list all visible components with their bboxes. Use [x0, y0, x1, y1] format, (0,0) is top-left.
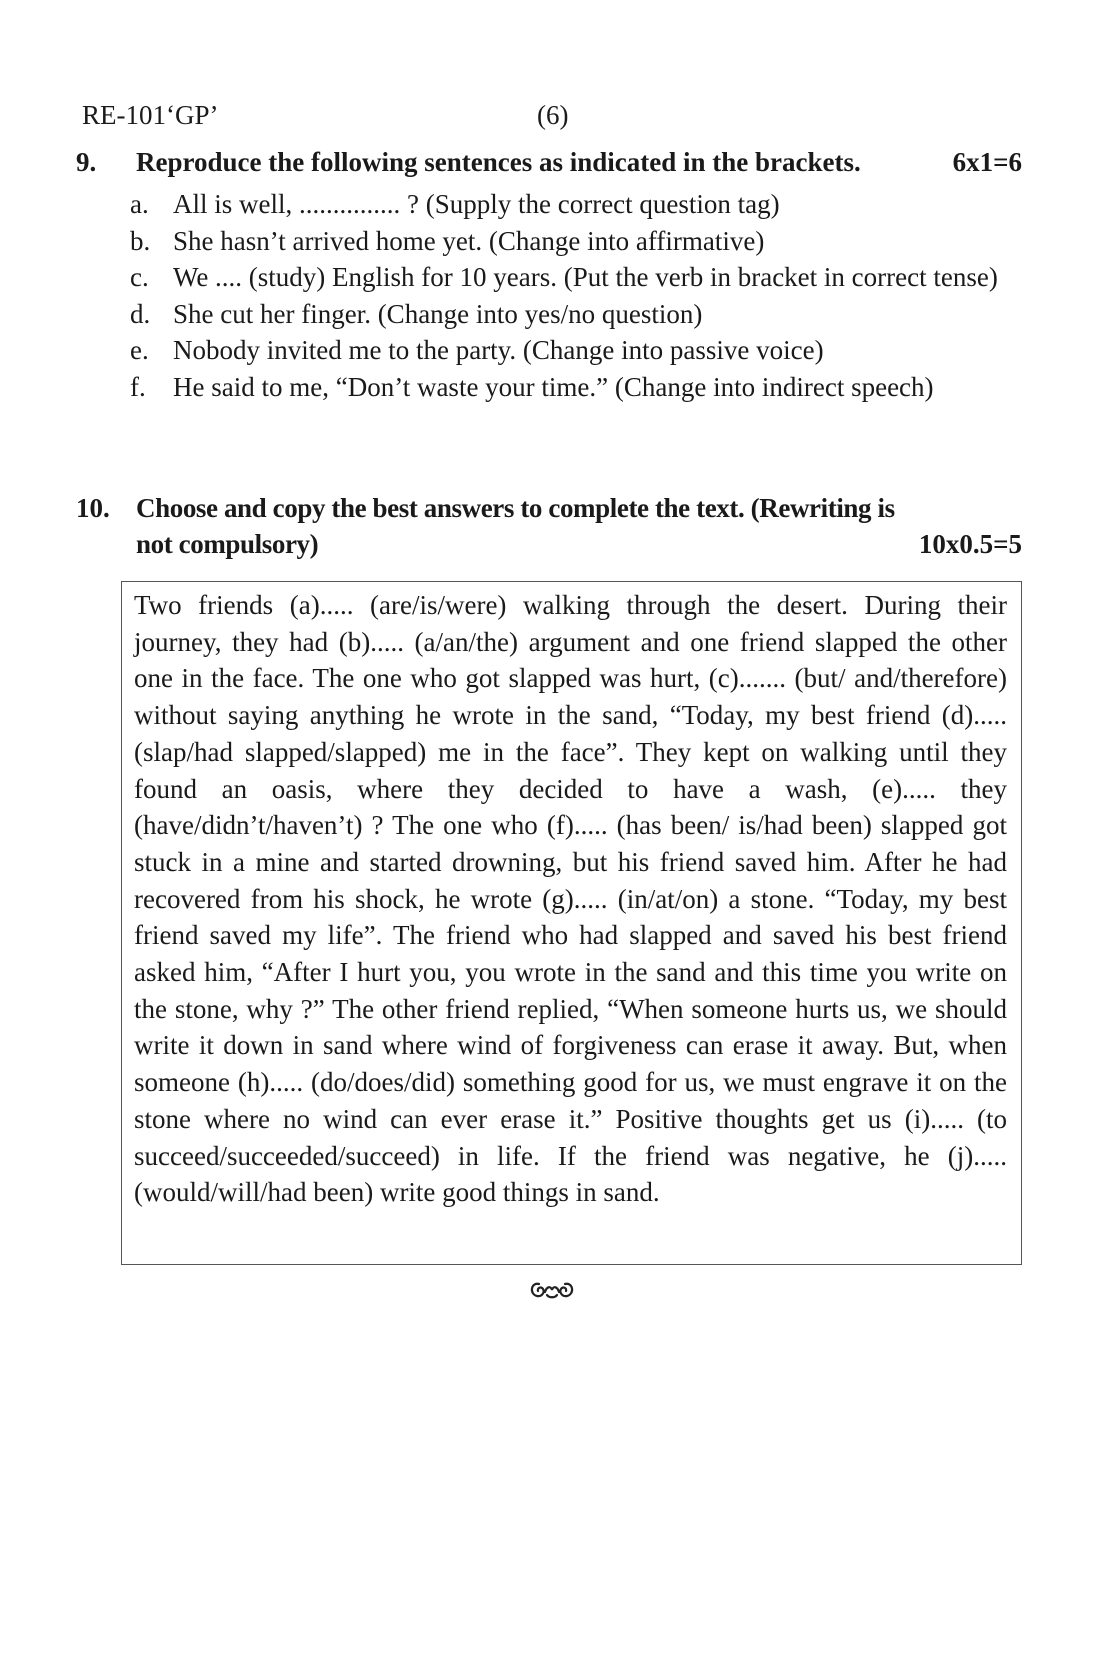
item-text: We .... (study) English for 10 years. (Put the verb in bracket in correct tense)	[173, 262, 998, 292]
question-10-heading-continued	[136, 526, 1022, 562]
page-number: (6)	[537, 100, 569, 130]
question-title: Choose and copy the best answers to complete the text. (Rewriting is	[136, 493, 895, 523]
paper-code: RE-101‘GP’	[82, 100, 219, 130]
end-ornament-icon	[527, 1280, 577, 1300]
list-item	[130, 223, 1022, 260]
item-letter: e.	[130, 335, 149, 365]
question-marks: 6x1=6	[952, 147, 1022, 177]
question-title-continued: not compulsory)	[136, 529, 319, 559]
item-letter: b.	[130, 225, 151, 256]
item-text: She hasn’t arrived home yet. (Change into affirmative)	[173, 225, 765, 256]
question-marks: 10x0.5=5	[918, 529, 1022, 559]
list-item	[130, 186, 1022, 223]
question-number: 9.	[76, 147, 97, 177]
end-ornament-icon	[0, 1280, 1103, 1305]
list-item	[130, 332, 1022, 369]
item-text: He said to me, “Don’t waste your time.” (Change into indirect speech)	[173, 371, 934, 402]
item-letter: d.	[130, 298, 151, 329]
item-text: Nobody invited me to the party. (Change into passive voice)	[173, 335, 824, 365]
item-letter: a.	[130, 189, 149, 219]
item-letter: c.	[130, 262, 149, 292]
item-text: All is well, ............... ? (Supply the correct question tag)	[173, 189, 780, 219]
list-item	[130, 296, 1022, 333]
question-9-items	[130, 186, 1022, 405]
list-item	[130, 369, 1022, 406]
page-header	[82, 100, 1022, 136]
question-title-row	[136, 144, 1022, 180]
question-number: 10.	[76, 493, 110, 523]
list-item	[130, 259, 1022, 296]
passage-text: Two friends (a)..... (are/is/were) walking through the desert. During their journey, they had (b)..... (a/an/the) argument and one friend slapped the other one in the face. The one who got slapped was hurt, (c)....... (but/ and/therefore) without saying anything he wrote in the sand, “Today, my best friend (d)..... (slap/had slapped/slapped) me in the face”. They kept on walking until they found an oasis, where they decided to have a wash, (e)..... they (have/didn’t/haven’t) ? The one who (f)..... (has been/ is/had been) slapped got stuck in a mine and started drowning, but his friend saved him. After he had recovered from his shock, he wrote (g)..... (in/at/on) a stone. “Today, my best friend saved my life”. The friend who had slapped and saved his best friend asked him, “After I hurt you, you wrote in the sand and this time you write on the stone, why ?” The other friend replied, “When someone hurts us, we should write it down in sand where wind of forgiveness can erase it away. But, when someone (h)..... (do/does/did) something good for us, we must engrave it on the stone where no wind can ever erase it.” Positive thoughts get us (i)..... (to succeed/succeeded/succeed) in life. If the friend was negative, he (j)..... (would/will/had been) write good things in sand.	[134, 590, 1007, 1208]
passage-box	[121, 581, 1022, 1265]
question-title: Reproduce the following sentences as indicated in the brackets.	[136, 147, 861, 177]
item-text: She cut her finger. (Change into yes/no question)	[173, 298, 703, 329]
item-letter: f.	[130, 371, 146, 402]
